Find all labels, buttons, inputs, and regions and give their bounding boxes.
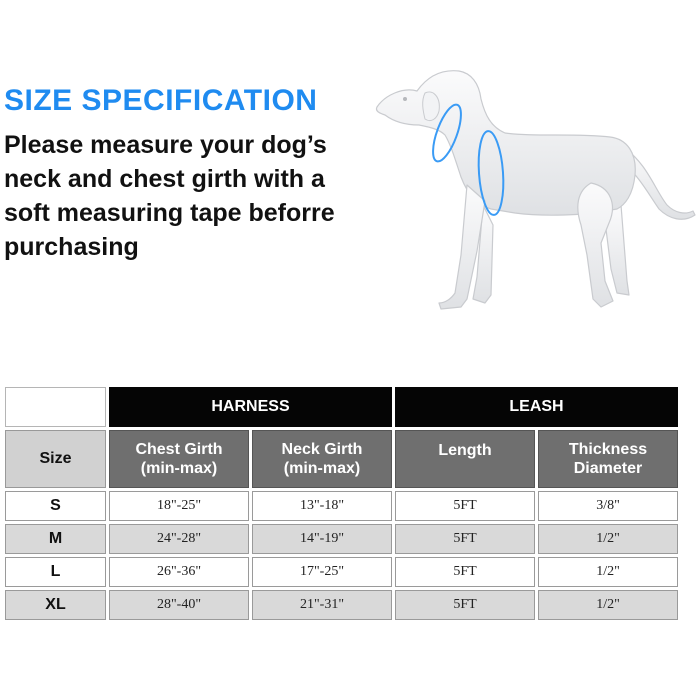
size-label: L: [5, 557, 106, 587]
chest-girth-cell: 24"-28": [109, 524, 249, 554]
size-label: M: [5, 524, 106, 554]
table-row: [5, 590, 678, 620]
dog-mannequin-image: [355, 55, 700, 315]
page-title: SIZE SPECIFICATION: [4, 84, 318, 117]
chest-girth-cell: 26"-36": [109, 557, 249, 587]
chest-girth-cell: 28"-40": [109, 590, 249, 620]
thickness-diameter-header: [538, 430, 678, 488]
length-header-line1: Length: [438, 442, 492, 459]
thickness-cell: 1/2": [538, 524, 678, 554]
length-cell: 5FT: [395, 590, 535, 620]
neck-girth-cell: 21"-31": [252, 590, 392, 620]
thickness-cell: 3/8": [538, 491, 678, 521]
length-cell: 5FT: [395, 491, 535, 521]
neck-girth-cell: 13"-18": [252, 491, 392, 521]
length-header: [395, 430, 535, 488]
thickness-header-line1: Thickness: [568, 441, 648, 458]
length-cell: 5FT: [395, 557, 535, 587]
neck-girth-header-line1: Neck Girth: [281, 441, 363, 458]
harness-group-header: HARNESS: [109, 387, 392, 427]
size-label: XL: [5, 590, 106, 620]
neck-girth-header-line2: (min-max): [283, 460, 361, 477]
size-column-header: Size: [5, 430, 106, 488]
chest-girth-header: [109, 430, 249, 488]
table-row: [5, 491, 678, 521]
neck-girth-cell: 14"-19": [252, 524, 392, 554]
thickness-header-line2: Diameter: [573, 460, 643, 477]
measurement-instructions: Please measure your dog’s neck and chest girth with a soft measuring tape beforre purchasing: [4, 131, 335, 261]
thickness-cell: 1/2": [538, 590, 678, 620]
table-corner-cell: [5, 387, 106, 427]
size-chart-table: [2, 384, 681, 623]
thickness-cell: 1/2": [538, 557, 678, 587]
neck-girth-cell: 17"-25": [252, 557, 392, 587]
length-cell: 5FT: [395, 524, 535, 554]
neck-girth-header: [252, 430, 392, 488]
size-label: S: [5, 491, 106, 521]
chest-girth-header-line1: Chest Girth: [135, 441, 223, 458]
leash-group-header: LEASH: [395, 387, 678, 427]
chest-girth-cell: 18"-25": [109, 491, 249, 521]
chest-girth-header-line2: (min-max): [140, 460, 218, 477]
table-row: [5, 524, 678, 554]
table-row: [5, 557, 678, 587]
